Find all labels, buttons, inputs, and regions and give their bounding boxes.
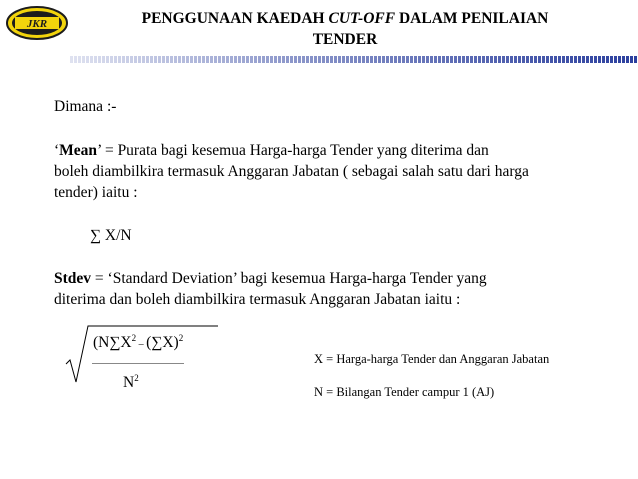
stdev-term: Stdev bbox=[54, 270, 92, 287]
logo-text: JKR bbox=[26, 18, 48, 30]
mean-formula: ∑ X/N bbox=[90, 227, 132, 244]
mean-definition-line-1: ‘Mean’ = Purata bagi kesemua Harga-harga Tender yang diterima dan bbox=[54, 142, 489, 159]
stdev-numerator: ($N\sum X^2 - (\sum X)^2$ bbox=[93, 332, 184, 351]
title-italic: CUT-OFF bbox=[328, 10, 396, 27]
x-definition: X = Harga-harga Tender dan Anggaran Jabatan bbox=[314, 352, 550, 366]
title-line-1: PENGGUNAAN KAEDAH CUT-OFF DALAM PENILAIAN bbox=[141, 10, 549, 27]
slide-title bbox=[80, 8, 610, 50]
header-divider-fade bbox=[70, 56, 638, 63]
title-line-2: TENDER bbox=[312, 31, 378, 48]
mean-term: Mean bbox=[59, 142, 98, 159]
n-definition: N = Bilangan Tender campur 1 (AJ) bbox=[314, 385, 495, 399]
mean-definition-line-3: tender) iaitu : bbox=[54, 184, 138, 201]
dimana-label: Dimana :- bbox=[54, 98, 117, 115]
stdev-denominator: $N^2$ bbox=[123, 372, 139, 391]
stdev-definition-line-1: Stdev = ‘Standard Deviation’ bagi kesemua Harga-harga Tender yang bbox=[54, 270, 487, 287]
jkr-logo bbox=[6, 6, 68, 40]
mean-definition-line-2: boleh diambilkira termasuk Anggaran Jabatan ( sebagai salah satu dari harga bbox=[54, 163, 529, 180]
stdev-definition-line-2: diterima dan boleh diambilkira termasuk Anggaran Jabatan iaitu : bbox=[54, 291, 461, 308]
fraction-line bbox=[92, 363, 184, 364]
